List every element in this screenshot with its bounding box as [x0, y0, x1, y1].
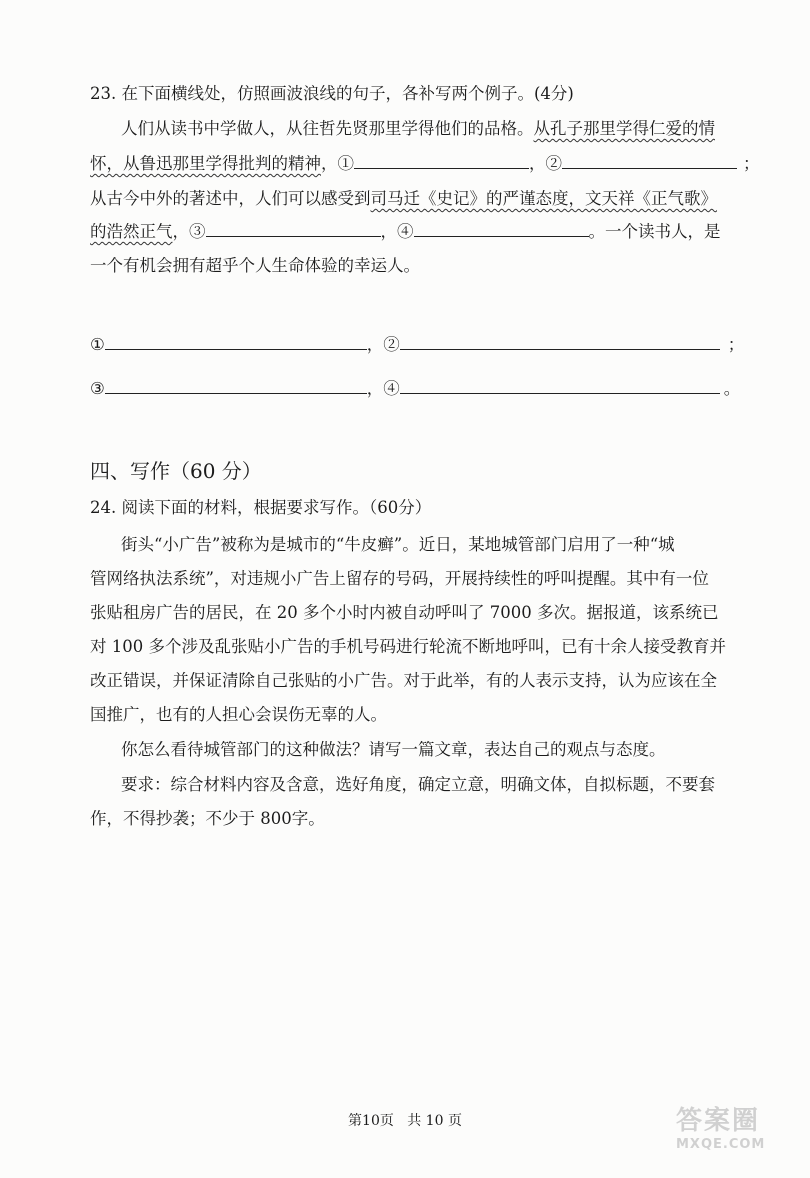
- q23-passage-line-5: 一个有机会拥有超乎个人生命体验的幸运人。: [90, 256, 420, 275]
- section-heading: 四、写作（60 分）: [90, 459, 262, 483]
- q24-prompt: 你怎么看待城管部门的这种做法？请写一篇文章，表达自己的观点与态度。: [121, 740, 666, 759]
- q23-title: 23. 在下面横线处，仿照画波浪线的句子，各补写两个例子。(4分): [90, 84, 574, 103]
- q23-passage-line-3: 从古今中外的著述中，人们可以感受到司马迁《史记》的严谨态度，文天祥《正气歌》: [90, 189, 717, 208]
- q24-material-line: 国推广，也有的人担心会误伤无辜的人。: [90, 705, 387, 724]
- answer-line-4[interactable]: [400, 378, 720, 394]
- q24-material-line: 管网络执法系统”，对违规小广告上留存的号码，开展持续性的呼叫提醒。其中有一位: [90, 569, 709, 588]
- q23-answer-row-1: ① ，② ；: [90, 335, 745, 354]
- page-total: 共 10 页: [407, 1113, 462, 1129]
- q24-requirements: 要求：综合材料内容及含意，选好角度，确定立意，明确文体，自拟标题，不要套: [121, 775, 715, 794]
- answer-blank-1[interactable]: [354, 153, 529, 169]
- answer-blank-2[interactable]: [562, 153, 737, 169]
- q24-material-line: 对 100 多个涉及乱张贴小广告的手机号码进行轮流不断地呼叫，已有十余人接受教育并: [90, 637, 726, 656]
- q24-material-line: 改正错误，并保证清除自己张贴的小广告。对于此举，有的人表示支持，认为应该在全: [90, 671, 717, 690]
- answer-line-3[interactable]: [105, 378, 367, 394]
- watermark-logo: [676, 1100, 800, 1164]
- answer-line-1[interactable]: [105, 334, 367, 350]
- wavy-underlined-example: 怀，从鲁迅那里学得批判的精神: [90, 154, 321, 173]
- answer-blank-4[interactable]: [414, 221, 589, 237]
- page-number: 第10页: [348, 1113, 394, 1129]
- answer-line-2[interactable]: [400, 334, 720, 350]
- watermark-domain: MXQE.COM: [676, 1137, 766, 1152]
- q23-passage-line-4: 的浩然正气，③ ，④ 。一个读书人，是: [90, 222, 721, 241]
- wavy-underlined-example: 的浩然正气: [90, 222, 173, 241]
- answer-blank-3[interactable]: [206, 221, 381, 237]
- wavy-underlined-example: 从孔子那里学得仁爱的情: [533, 119, 715, 138]
- wavy-underlined-example: 司马迁《史记》的严谨态度，文天祥《正气歌》: [370, 189, 717, 208]
- q24-material-line: 街头“小广告”被称为是城市的“牛皮癣”。近日，某地城管部门启用了一种“城: [121, 535, 675, 554]
- q23-passage-line-2: 怀，从鲁迅那里学得批判的精神，① ，② ；: [90, 154, 760, 173]
- q24-material-line: 张贴租房广告的居民，在 20 多个小时内被自动呼叫了 7000 多次。据报道，该系统已: [90, 603, 719, 622]
- q24-requirements: 作，不得抄袭；不少于 800字。: [90, 809, 325, 828]
- watermark-logo-text: 答案圈: [676, 1106, 761, 1136]
- q24-title: 24. 阅读下面的材料，根据要求写作。（60分）: [90, 498, 432, 517]
- q23-passage-line-1: 人们从读书中学做人，从往哲先贤那里学得他们的品格。从孔子那里学得仁爱的情: [121, 119, 715, 138]
- q23-answer-row-2: ③ ，④ 。: [90, 379, 741, 398]
